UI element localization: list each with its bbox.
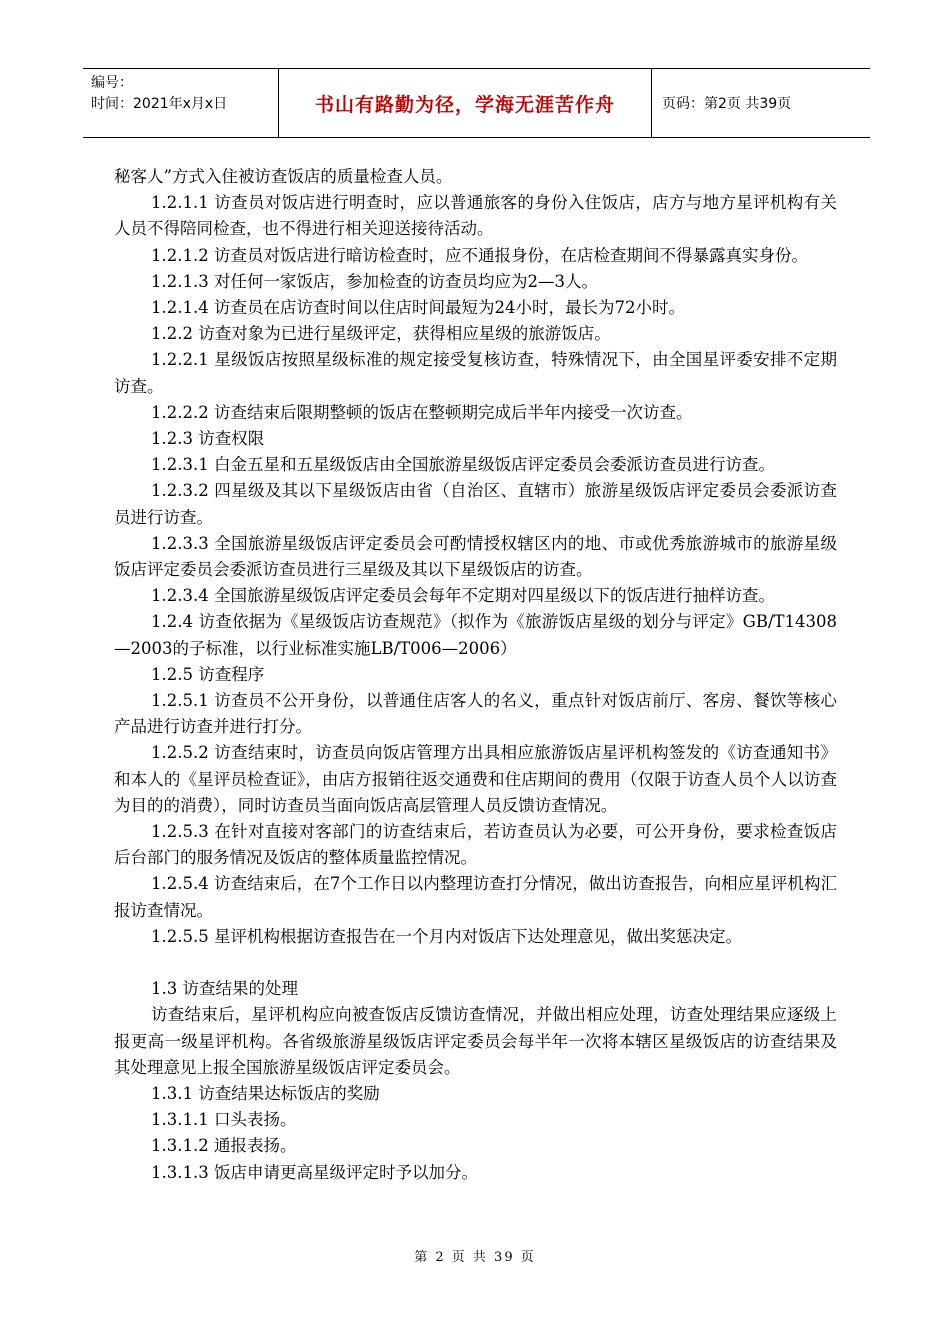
paragraph: 1.2.5.5 星评机构根据访查报告在一个月内对饭店下达处理意见，做出奖惩决定。 (151, 926, 742, 946)
page-header (83, 68, 870, 138)
page-footer: 第 2 页 共 39 页 (414, 1250, 536, 1265)
section-heading: 1.2.3 访查权限 (151, 429, 265, 449)
header-motto: 书山有路勤为径，学海无涯苦作舟 (279, 69, 652, 137)
header-meta (83, 69, 279, 137)
paragraph: 1.2.1.3 对任何一家饭店，参加检查的访查员均应为2—3人。 (151, 271, 598, 291)
section-heading: 1.2.5 访查程序 (151, 664, 265, 684)
paragraph: 1.2.2 访查对象为已进行星级评定，获得相应星级的旅游饭店。 (151, 324, 611, 344)
section-heading: 1.3 访查结果的处理 (151, 979, 298, 999)
paragraph: 1.2.3.4 全国旅游星级饭店评定委员会每年不定期对四星级以下的饭店进行抽样访查。 (151, 586, 775, 606)
paragraph: 1.2.5.3 在针对直接对客部门的访查结束后，若访查员认为必要，可公开身份，要求检查饭店后台部门的服务情况及饭店的整体质量监控情况。 (114, 822, 837, 868)
paragraph: 1.2.2.2 访查结束后限期整顿的饭店在整顿期完成后半年内接受一次访查。 (151, 402, 693, 422)
paragraph: 1.3.1.3 饭店申请更高星级评定时予以加分。 (151, 1162, 478, 1182)
paragraph: 1.2.2.1 星级饭店按照星级标准的规定接受复核访查，特殊情况下，由全国星评委安排不定期访查。 (114, 350, 837, 396)
header-page-label: 页码：第2页 共39页 (662, 96, 792, 112)
paragraph: 1.2.5.2 访查结束时，访查员向饭店管理方出具相应旅游饭店星评机构签发的《访查通知书》和本人的《星评员检查证》，由店方报销往返交通费和住店期间的费用（仅限于访查人员个人以访查为目的的消费），同时访查员当面向饭店高层管理人员反馈访查情况。 (114, 743, 837, 815)
paragraph: 1.2.3.1 白金五星和五星级饭店由全国旅游星级饭店评定委员会委派访查员进行访查。 (151, 455, 775, 475)
paragraph: 1.2.1.2 访查员对饭店进行暗访检查时，应不通报身份，在店检查期间不得暴露真实身份。 (151, 245, 808, 265)
paragraph: 1.3.1.1 口头表扬。 (151, 1110, 297, 1130)
doc-number-label: 编号： (91, 75, 133, 91)
paragraph: 1.2.4 访查依据为《星级饭店访查规范》（拟作为《旅游饭店星级的划分与评定》GB/T14308—2003的子标准，以行业标准实施LB/T006—2006） (114, 612, 837, 658)
paragraph: 秘客人”方式入住被访查饭店的质量检查人员。 (114, 167, 453, 186)
section-heading: 1.3.1 访查结果达标饭店的奖励 (151, 1083, 380, 1103)
paragraph: 1.2.1.4 访查员在店访查时间以住店时间最短为24小时，最长为72小时。 (151, 298, 685, 318)
paragraph: 1.2.3.3 全国旅游星级饭店评定委员会可酌情授权辖区内的地、市或优秀旅游城市的旅游星级饭店评定委员会委派访查员进行三星级及其以下星级饭店的访查。 (114, 533, 837, 580)
paragraph: 1.2.3.2 四星级及其以下星级饭店由省（自治区、直辖市）旅游星级饭店评定委员会委派访查员进行访查。 (114, 481, 837, 527)
paragraph: 1.2.5.1 访查员不公开身份，以普通住店客人的名义，重点针对饭店前厅、客房、餐饮等核心产品进行访查并进行打分。 (114, 691, 837, 737)
paragraph: 1.3.1.2 通报表扬。 (151, 1136, 297, 1156)
date-label: 时间：2021年x月x日 (91, 96, 228, 112)
paragraph: 1.2.1.1 访查员对饭店进行明查时，应以普通旅客的身份入住饭店，店方与地方星评机构有关人员不得陪同检查，也不得进行相关迎送接待活动。 (114, 193, 837, 239)
paragraph: 访查结束后，星评机构应向被查饭店反馈访查情况，并做出相应处理，访查处理结果应逐级上报更高一级星评机构。各省级旅游星级饭店评定委员会每半年一次将本辖区星级饭店的访查结果及其处理意见上报全国旅游星级饭店评定委员会。 (114, 1005, 837, 1077)
paragraph: 1.2.5.4 访查结束后，在7个工作日以内整理访查打分情况，做出访查报告，向相应星评机构汇报访查情况。 (114, 874, 837, 920)
document-body (114, 164, 837, 1186)
